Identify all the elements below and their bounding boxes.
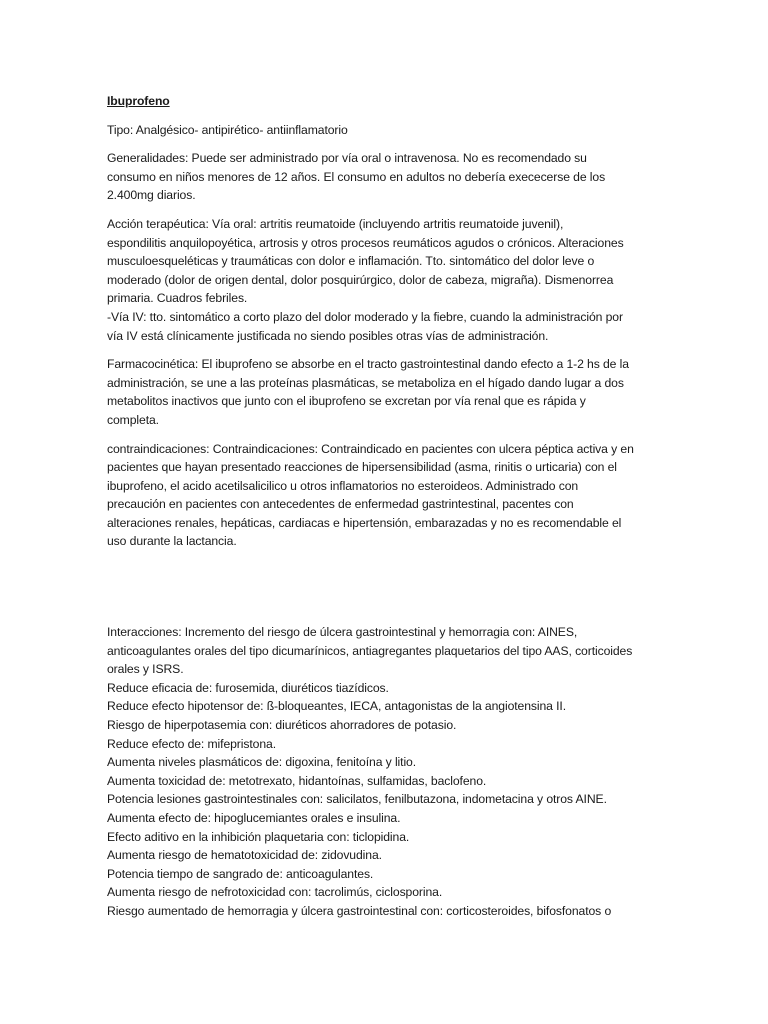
text-line: uso durante la lactancia.	[107, 534, 237, 549]
tipo-paragraph	[107, 121, 663, 140]
text-line: contraindicaciones: Contraindicaciones: Contraindicado en pacientes con ulcera péptica activa y en	[107, 441, 634, 456]
text-line: consumo en niños menores de 12 años. El consumo en adultos no debería exececerse de los	[107, 169, 606, 184]
text-line: Potencia tiempo de sangrado de: anticoagulantes.	[107, 866, 374, 881]
interacciones-section	[107, 623, 663, 921]
accion-terapeutica-paragraph	[107, 215, 663, 345]
text-line: Riesgo aumentado de hemorragia y úlcera gastrointestinal con: corticosteroides, bifosfonatos o	[107, 903, 612, 918]
text-line: vía IV está clínicamente justificada no siendo posibles otras vías de administración.	[107, 328, 549, 343]
text-line: pacientes que hayan presentado reacciones de hipersensibilidad (asma, rinitis o urticaria) con el	[107, 460, 617, 475]
text-line: Reduce eficacia de: furosemida, diuréticos tiazídicos.	[107, 680, 389, 695]
text-line: primaria. Cuadros febriles.	[107, 291, 248, 306]
text-line: precaución en pacientes con antecedentes de enfermedad gastrintestinal, pacentes con	[107, 497, 574, 512]
text-line: completa.	[107, 412, 159, 427]
generalidades-paragraph	[107, 149, 663, 205]
text-line: Reduce efecto de: mifepristona.	[107, 736, 276, 751]
text-line: Aumenta toxicidad de: metotrexato, hidantoínas, sulfamidas, baclofeno.	[107, 773, 487, 788]
tipo-line: Tipo: Analgésico- antipirético- antiinflamatorio	[107, 122, 348, 137]
text-line: Reduce efecto hipotensor de: ß-bloqueantes, IECA, antagonistas de la angiotensina II.	[107, 699, 566, 714]
farmacocinetica-paragraph	[107, 355, 663, 429]
text-line: orales y ISRS.	[107, 662, 184, 677]
text-line: Aumenta riesgo de nefrotoxicidad con: tacrolimús, ciclosporina.	[107, 885, 443, 900]
text-line: Potencia lesiones gastrointestinales con: salicilatos, fenilbutazona, indometacina y otros AINE.	[107, 792, 607, 807]
contraindicaciones-paragraph	[107, 440, 663, 552]
text-line: Aumenta efecto de: hipoglucemiantes orales e insulina.	[107, 811, 401, 825]
text-line: musculoesqueléticas y traumáticas con dolor e inflamación. Tto. sintomático del dolor leve o	[107, 254, 595, 269]
text-line: Farmacocinética: El ibuprofeno se absorbe en el tracto gastrointestinal dando efecto a 1-2 hs de la	[107, 357, 629, 372]
text-line: administración, se une a las proteínas plasmáticas, se metaboliza en el hígado dando lugar a dos	[107, 375, 624, 390]
text-line: alteraciones renales, hepáticas, cardiacas e hipertensión, embarazadas y no es recomendable el	[107, 515, 622, 530]
text-line: Acción terapéutica: Vía oral: artritis reumatoide (incluyendo artritis reumatoide juvenil),	[107, 216, 564, 231]
document-title: Ibuprofeno	[107, 94, 170, 108]
text-line: espondilitis anquilopoyética, artrosis y otros procesos reumáticos agudos o crónicos. Alteraciones	[107, 235, 624, 250]
text-line: Riesgo de hiperpotasemia con: diuréticos ahorradores de potasio.	[107, 718, 457, 733]
text-line: 2.400mg diarios.	[107, 188, 196, 203]
text-line: Aumenta riesgo de hematotoxicidad de: zidovudina.	[107, 848, 382, 863]
text-line: moderado (dolor de origen dental, dolor posquirúrgico, dolor de cabeza, migraña). Dismenorrea	[107, 272, 614, 287]
document-page	[107, 92, 663, 931]
text-line: Generalidades: Puede ser administrado por vía oral o intravenosa. No es recomendado su	[107, 151, 587, 166]
text-line: -Vía IV: tto. sintomático a corto plazo del dolor moderado y la fiebre, cuando la administración por	[107, 309, 623, 324]
text-line: ibuprofeno, el acido acetilsalicilico u otros inflamatorios no esteroideos. Administrado con	[107, 478, 579, 493]
text-line: Efecto aditivo en la inhibición plaquetaria con: ticlopidina.	[107, 829, 410, 844]
text-line: anticoagulantes orales del tipo dicumarínicos, antiagregantes plaquetarios del tipo AAS, corticoides	[107, 643, 633, 658]
text-line: Interacciones: Incremento del riesgo de úlcera gastrointestinal y hemorragia con: AINES,	[107, 625, 578, 640]
blank-space	[107, 561, 663, 623]
text-line: Aumenta niveles plasmáticos de: digoxina, fenitoína y litio.	[107, 755, 417, 770]
text-line: metabolitos inactivos que junto con el ibuprofeno se excretan por vía renal que es rápida y	[107, 394, 586, 409]
